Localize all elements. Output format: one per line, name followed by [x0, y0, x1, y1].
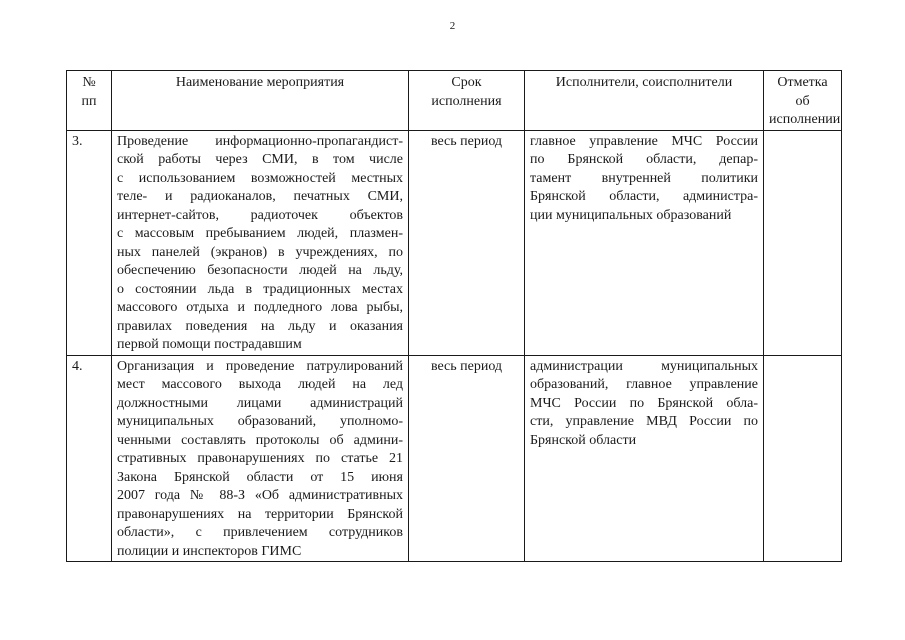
text-line: Брянской области, администра-: [530, 189, 758, 204]
row-number: 3.: [67, 130, 112, 355]
completion-mark: [764, 355, 842, 562]
executors: [525, 355, 764, 562]
text-line: ции муниципальных образований: [530, 207, 732, 223]
header-number: [67, 71, 112, 131]
text-line: главное управление МЧС России: [530, 133, 758, 149]
text-line: полиции и инспекторов ГИМС: [117, 543, 302, 559]
text-line: стративных правонарушениях по статье 21: [117, 451, 403, 466]
table-row: [67, 130, 842, 355]
text-line: с массовым пребыванием людей, плазмен-: [117, 226, 403, 241]
table-row: [67, 355, 842, 562]
header-mark-line: Отметка: [777, 75, 828, 90]
text-line: Организация и проведение патрулирований: [117, 358, 403, 374]
header-mark-line: исполнении: [769, 112, 841, 127]
text-line: Закона Брянской области от 15 июня: [117, 469, 403, 485]
measure-name: [112, 355, 409, 562]
text-line: правилах поведения на льду и оказания: [117, 318, 403, 334]
header-term-line: исполнения: [431, 93, 502, 109]
text-line: образований, главное управление: [530, 377, 758, 392]
text-line: по Брянской области, депар-: [530, 152, 758, 167]
header-number-line: №: [82, 75, 96, 90]
row-number: 4.: [67, 355, 112, 562]
text-line: о состоянии льда в традиционных местах: [117, 281, 403, 297]
text-line: обеспечению безопасности людей на льду,: [117, 263, 403, 278]
header-mark: [764, 71, 842, 131]
executors: [525, 130, 764, 355]
text-line: Проведение информационно-пропагандист-: [117, 133, 403, 149]
text-line: ской работы через СМИ, в том числе: [117, 152, 403, 167]
text-line: тамент внутренней политики: [530, 170, 758, 186]
measure-name: [112, 130, 409, 355]
header-term: [409, 71, 525, 131]
text-line: мест массового выхода людей на лед: [117, 377, 403, 392]
header-name: [112, 71, 409, 131]
table-header-row: [67, 71, 842, 131]
header-executors: [525, 71, 764, 131]
text-line: МЧС России по Брянской обла-: [530, 395, 758, 411]
text-line: администрации муниципальных: [530, 358, 758, 374]
text-line: теле- и радиоканалов, печатных СМИ,: [117, 189, 403, 204]
text-line: должностными лицами администраций: [117, 395, 403, 411]
page-number: 2: [449, 20, 456, 32]
text-line: области», с привлечением сотрудников: [117, 525, 403, 540]
text-line: массового отдыха и подледного лова рыбы,: [117, 300, 403, 315]
header-executors-label: Исполнители, соисполнители: [555, 75, 733, 90]
header-name-label: Наименование мероприятия: [175, 75, 345, 90]
text-line: интернет-сайтов, радиоточек объектов: [117, 207, 403, 223]
text-line: ченными составлять протоколы об админи-: [117, 432, 403, 448]
header-term-line: Срок: [451, 75, 482, 90]
header-mark-line: об: [795, 93, 810, 109]
term: весь период: [409, 355, 525, 562]
measures-table: [66, 70, 842, 562]
text-line: ных панелей (экранов) в учреждениях, по: [117, 244, 403, 260]
header-number-line: пп: [81, 93, 97, 109]
text-line: первой помощи пострадавшим: [117, 337, 302, 352]
term: весь период: [409, 130, 525, 355]
completion-mark: [764, 130, 842, 355]
text-line: 2007 года № 88-З «Об административных: [117, 488, 403, 503]
text-line: муниципальных образований, уполномо-: [117, 414, 403, 429]
text-line: правонарушениях на территории Брянской: [117, 506, 403, 522]
text-line: с использованием возможностей местных: [117, 170, 403, 186]
text-line: Брянской области: [530, 432, 637, 448]
text-line: сти, управление МВД России по: [530, 414, 758, 429]
